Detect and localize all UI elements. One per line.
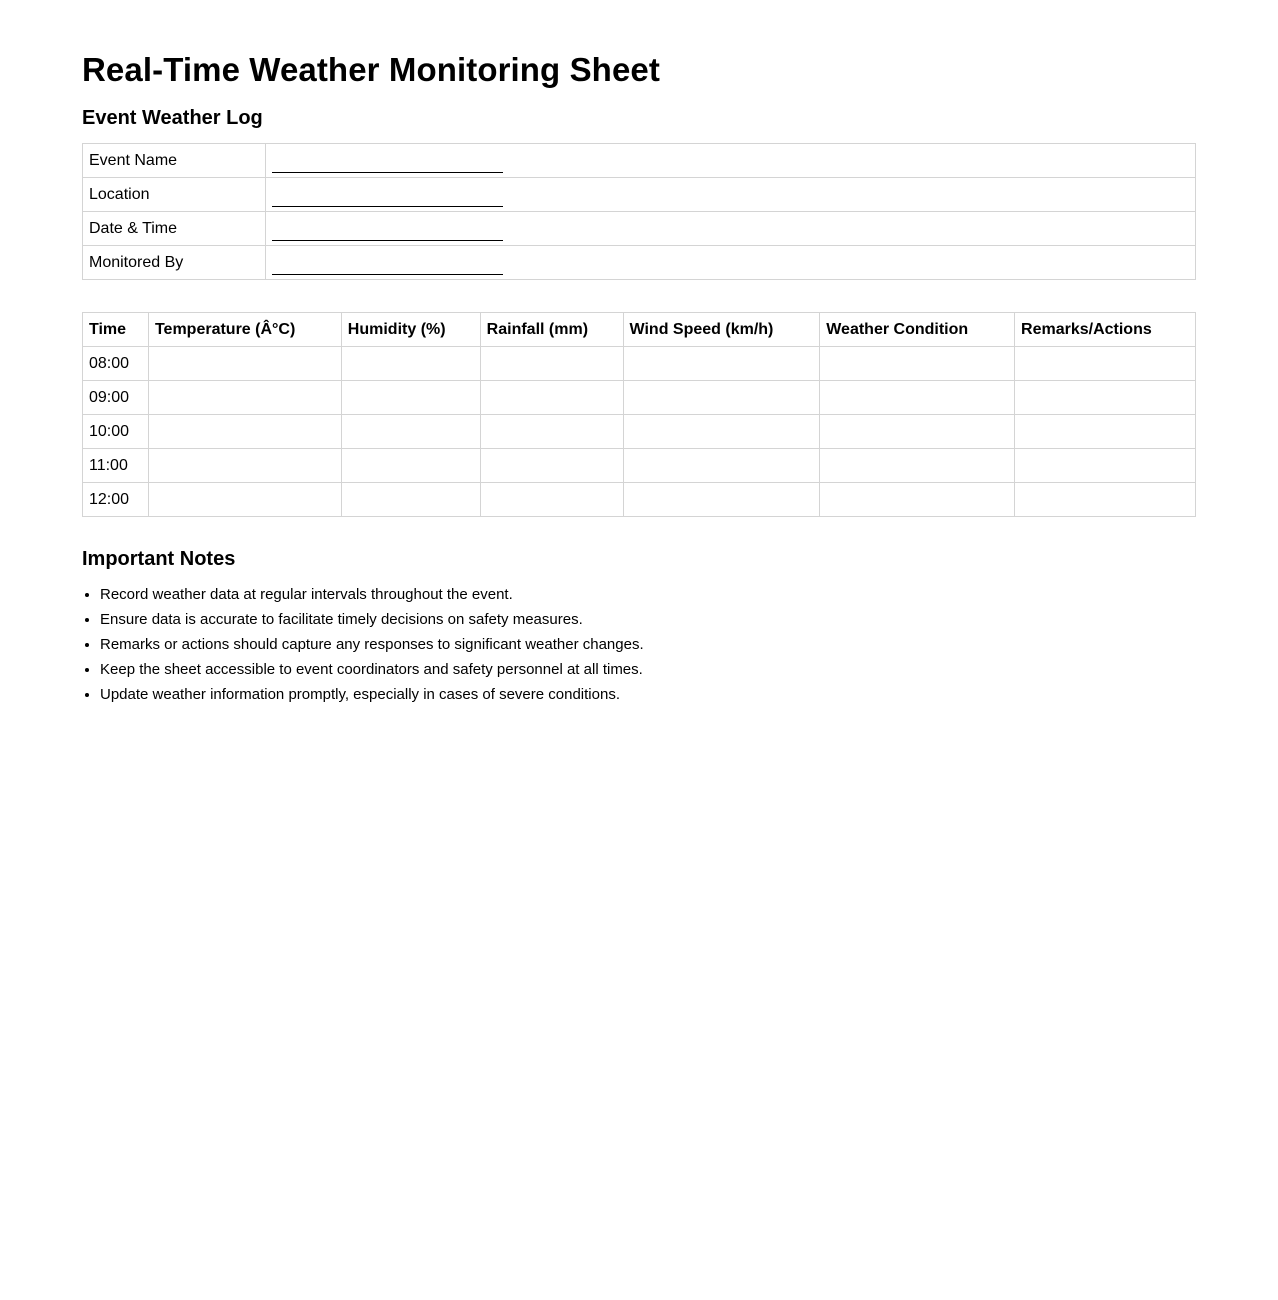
rainfall-cell[interactable] [480,483,623,517]
table-row [83,449,1196,483]
monitored-by-row [83,246,1196,280]
temperature-cell[interactable] [148,449,341,483]
time-cell: 12:00 [83,483,149,517]
date-time-label: Date & Time [83,212,266,246]
temperature-cell[interactable] [148,415,341,449]
wind-speed-cell[interactable] [623,381,820,415]
event-log-heading: Event Weather Log [82,107,263,129]
table-row [83,381,1196,415]
weather-condition-cell[interactable] [820,381,1015,415]
location-blank-line [272,190,503,207]
wind-speed-cell[interactable] [623,415,820,449]
rainfall-cell[interactable] [480,347,623,381]
header-remarks-actions: Remarks/Actions [1015,313,1196,347]
header-weather-condition: Weather Condition [820,313,1015,347]
wind-speed-cell[interactable] [623,347,820,381]
wind-speed-cell[interactable] [623,483,820,517]
remarks-cell[interactable] [1015,347,1196,381]
humidity-cell[interactable] [341,381,480,415]
important-notes-heading: Important Notes [82,548,236,570]
event-name-blank-line [272,156,503,173]
event-name-field[interactable] [266,144,1196,178]
remarks-cell[interactable] [1015,415,1196,449]
rainfall-cell[interactable] [480,381,623,415]
header-wind-speed: Wind Speed (km/h) [623,313,820,347]
header-temperature: Temperature (Â°C) [148,313,341,347]
header-rainfall: Rainfall (mm) [480,313,623,347]
table-row [83,483,1196,517]
temperature-cell[interactable] [148,347,341,381]
weather-table-header-row [83,313,1196,347]
time-cell: 09:00 [83,381,149,415]
weather-condition-cell[interactable] [820,483,1015,517]
rainfall-cell[interactable] [480,449,623,483]
table-row [83,415,1196,449]
humidity-cell[interactable] [341,449,480,483]
wind-speed-cell[interactable] [623,449,820,483]
temperature-cell[interactable] [148,381,341,415]
event-info-table [82,143,1196,280]
list-item: • Record weather data at regular intervals throughout the event. [100,582,1196,607]
header-time: Time [83,313,149,347]
table-row [83,347,1196,381]
rainfall-cell[interactable] [480,415,623,449]
location-field[interactable] [266,178,1196,212]
list-item: • Ensure data is accurate to facilitate timely decisions on safety measures. [100,607,1196,632]
weather-condition-cell[interactable] [820,449,1015,483]
location-label: Location [83,178,266,212]
temperature-cell[interactable] [148,483,341,517]
notes-list [82,582,1196,707]
weather-condition-cell[interactable] [820,347,1015,381]
event-name-row [83,144,1196,178]
weather-log-table [82,312,1196,517]
time-cell: 08:00 [83,347,149,381]
list-item: • Keep the sheet accessible to event coordinators and safety personnel at all times. [100,657,1196,682]
page-title: Real-Time Weather Monitoring Sheet [82,51,660,88]
time-cell: 10:00 [83,415,149,449]
humidity-cell[interactable] [341,347,480,381]
humidity-cell[interactable] [341,415,480,449]
time-cell: 11:00 [83,449,149,483]
weather-condition-cell[interactable] [820,415,1015,449]
date-time-blank-line [272,224,503,241]
monitored-by-field[interactable] [266,246,1196,280]
humidity-cell[interactable] [341,483,480,517]
list-item: • Remarks or actions should capture any responses to significant weather changes. [100,632,1196,657]
remarks-cell[interactable] [1015,449,1196,483]
monitored-by-label: Monitored By [83,246,266,280]
remarks-cell[interactable] [1015,483,1196,517]
header-humidity: Humidity (%) [341,313,480,347]
remarks-cell[interactable] [1015,381,1196,415]
date-time-field[interactable] [266,212,1196,246]
location-row [83,178,1196,212]
list-item: • Update weather information promptly, especially in cases of severe conditions. [100,682,1196,707]
monitored-by-blank-line [272,258,503,275]
event-name-label: Event Name [83,144,266,178]
date-time-row [83,212,1196,246]
